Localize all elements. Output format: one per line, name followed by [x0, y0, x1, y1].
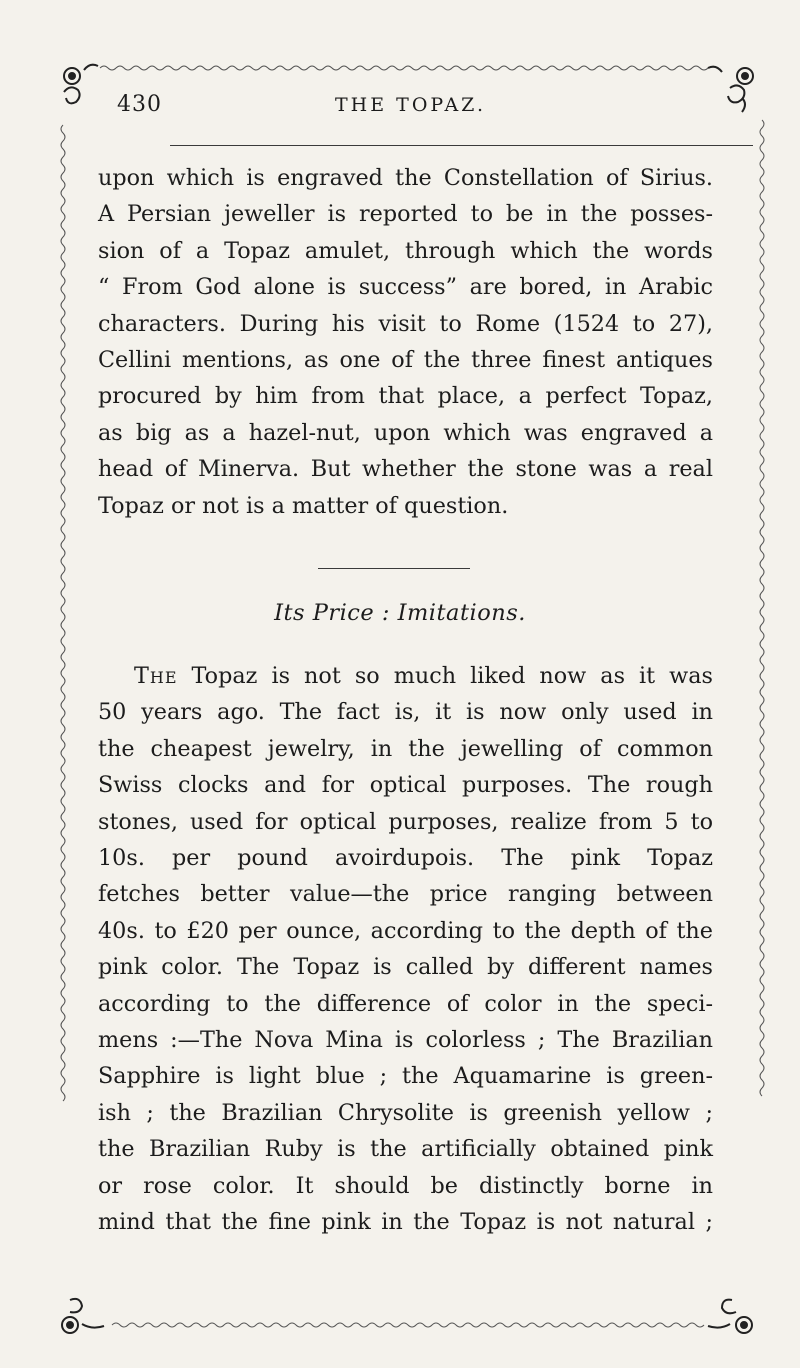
running-head: THE TOPAZ.: [335, 94, 487, 116]
first-word: The: [134, 663, 178, 689]
bottom-wavy-border: [112, 1323, 704, 1327]
paragraph-1: [98, 160, 713, 524]
text-line: “ From God alone is success” are bored, in Arabic: [98, 274, 713, 301]
page-header: [95, 92, 715, 122]
section-divider: [318, 568, 470, 569]
page-number: 430: [117, 92, 162, 117]
text-line: stones, used for optical purposes, realize from 5 to: [98, 808, 713, 835]
top-wavy-border: [100, 66, 708, 70]
first-line-rest: Topaz is not so much liked now as it was: [177, 663, 713, 689]
text-line: upon which is engraved the Constellation of Sirius.: [98, 165, 713, 191]
text-line: fetches better value—the price ranging between: [98, 881, 713, 908]
text-line: as big as a hazel-nut, upon which was engraved a: [98, 419, 713, 446]
text-line: A Persian jeweller is reported to be in the posses-: [98, 201, 713, 228]
text-line-first: [98, 658, 713, 694]
paragraph-2: [98, 658, 713, 1241]
text-line: the Brazilian Ruby is the artificially obtained pink: [98, 1136, 713, 1163]
text-line: mind that the fine pink in the Topaz is not natural ;: [98, 1209, 713, 1236]
text-line: ish ; the Brazilian Chrysolite is greenish yellow ;: [98, 1099, 713, 1126]
text-line: mens :—The Nova Mina is colorless ; The Brazilian: [98, 1027, 713, 1054]
text-line: pink color. The Topaz is called by different names: [98, 954, 713, 981]
text-line: according to the difference of color in the speci-: [98, 990, 713, 1017]
text-line: 10s. per pound avoirdupois. The pink Topaz: [98, 845, 713, 872]
text-line: Swiss clocks and for optical purposes. The rough: [98, 772, 713, 799]
text-line: Topaz or not is a matter of question.: [98, 492, 509, 519]
text-line: 50 years ago. The fact is, it is now only used in: [98, 699, 713, 726]
corner-ornament-top-left: [64, 65, 98, 104]
header-rule: [170, 145, 753, 146]
corner-ornament-bottom-left: [62, 1299, 104, 1333]
text-line: or rose color. It should be distinctly borne in: [98, 1172, 713, 1199]
text-line: 40s. to £20 per ounce, according to the depth of the: [98, 917, 713, 944]
text-line: sion of a Topaz amulet, through which the words: [98, 237, 713, 264]
text-line: head of Minerva. But whether the stone was a real: [98, 456, 713, 483]
text-line: procured by him from that place, a perfect Topaz,: [98, 383, 713, 410]
text-line: Cellini mentions, as one of the three finest antiques: [98, 347, 713, 374]
section-title: Its Price : Imitations.: [274, 600, 526, 626]
corner-ornament-bottom-right: [708, 1300, 752, 1333]
text-line: Sapphire is light blue ; the Aquamarine is green-: [98, 1063, 713, 1090]
text-line: the cheapest jewelry, in the jewelling of common: [98, 735, 713, 762]
text-line: characters. During his visit to Rome (1524 to 27),: [98, 310, 713, 337]
